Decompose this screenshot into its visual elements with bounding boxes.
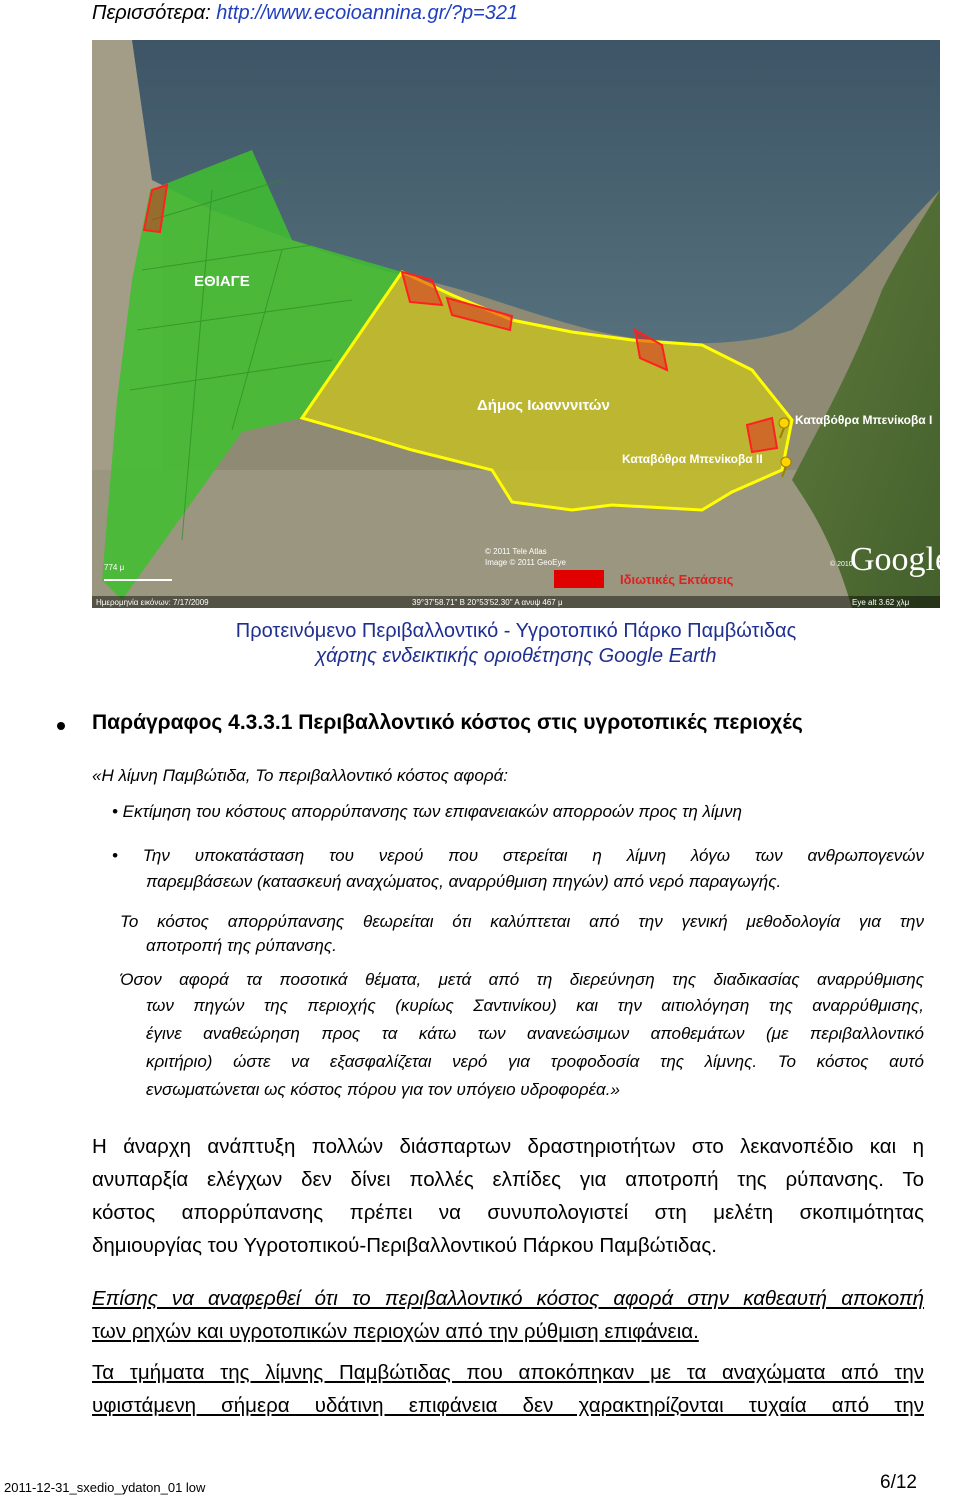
map-caption-subtitle: χάρτης ενδεικτικής οριοθέτησης Google Earth [315,645,717,667]
quant-line-5: ενσωματώνεται ως κόστος πόρου για τον υπόγειο υδροφορέα.» [146,1080,620,1099]
status-date: Ημερομηνία εικόνων: 7/17/2009 [96,598,209,607]
footer-filename: 2011-12-31_sxedio_ydaton_01 low [4,1480,206,1495]
page-number: 6/12 [880,1472,917,1493]
eye-alt: Eye alt 3.62 χλμ [852,598,910,607]
google-year: © 2010 [830,561,853,568]
body-para3-line1: Τα τμήματα της λίμνης Παμβώτιδας που αποκόπηκαν με τα αναχώματα από την [92,1361,924,1384]
bullet-item-2-line2: παρεμβάσεων (κατασκευή αναχώματος, αναρρύθμιση πηγών) από νερό παραγωγής. [146,872,782,891]
map-caption-title: Προτεινόμενο Περιβαλλοντικό - Υγροτοπικό Πάρκο Παμβώτιδας [235,620,797,642]
map-copyright2: Image © 2011 GeoEye [485,558,566,567]
body-para2-line2: των ρηχών και υγροτοπικών περιοχών από την ρύθμιση επιφάνεια. [92,1320,699,1343]
more-label: Περισσότερα: [92,2,211,24]
map-label-dimos: Δήμος Ιωανννιτών [477,397,610,414]
more-info-line [92,2,518,25]
bullet-icon [57,722,65,730]
map-label-katavothra2: Καταβόθρα Μπενίκοβα ΙΙ [622,452,763,466]
satellite-map [92,40,951,608]
quant-line-3: έγινε αναθεώρηση προς τα κάτω των ανανεώσιμων αποθεμάτων (με περιβαλλοντικό [146,1024,924,1043]
section-heading: Παράγραφος 4.3.3.1 Περιβαλλοντικό κόστος στις υγροτοπικές περιοχές [92,711,803,734]
body-para1-line4: δημιουργίας του Υγροτοπικού-Περιβαλλοντικού Πάρκου Παμβώτιδας. [92,1234,717,1257]
map-label-katavothra1: Καταβόθρα Μπενίκοβα Ι [795,413,933,427]
cost-text-line2: αποτροπή της ρύπανσης. [146,936,337,955]
quote-intro: «Η λίμνη Παμβώτιδα, Το περιβαλλοντικό κόστος αφορά: [92,766,509,785]
cost-text-line1: Το κόστος απορρύπανσης θεωρείται ότι καλύπτεται από την γενική μεθοδολογία για την [120,912,924,931]
bullet-item-1: • Εκτίμηση του κόστους απορρύπανσης των επιφανειακών απορροών προς τη λίμνη [112,802,742,821]
legend-swatch [554,570,604,588]
map-label-private: Ιδιωτικές Εκτάσεις [620,572,734,587]
google-logo: Google [850,541,951,578]
quant-line-4: κριτήριο) ώστε να εξασφαλίζεται νερό για τροφοδοσία της λίμνης. Το κόστος αυτό [146,1052,924,1071]
bullet-item-2-line1: • Την υποκατάσταση του νερού που στερείται η λίμνη λόγω των ανθρωπογενών [112,846,924,865]
scale-label: 774 μ [104,563,125,572]
more-info-link[interactable]: http://www.ecoioannina.gr/?p=321 [216,2,519,24]
map-copyright1: © 2011 Tele Atlas [485,547,547,556]
body-para1-line3: κόστος απορρύπανσης πρέπει να συνυπολογιστεί στη μελέτη σκοπιμότητας [92,1201,924,1224]
map-label-ethiage: ΕΘΙΑΓΕ [194,273,250,290]
body-para3-line2: υφιστάμενη σήμερα υδάτινη επιφάνεια δεν χαρακτηρίζονται τυχαία από την [92,1394,924,1417]
quant-line-1: Όσον αφορά τα ποσοτικά θέματα, μετά από τη διερεύνηση της διαδικασίας αναρρύθμισης [120,970,924,989]
quant-line-2: των πηγών της περιοχής (κυρίως Σαντινίκου) και την αιτιολόγηση της αναρρύθμισης, [146,996,924,1015]
body-para1-line1: Η άναρχη ανάπτυξη πολλών διάσπαρτων δραστηριοτήτων στο λεκανοπέδιο και η [92,1135,924,1158]
body-para2-line1: Επίσης να αναφερθεί ότι το περιβαλλοντικό κόστος αφορά στην καθεαυτή αποκοπή [92,1287,924,1310]
body-para1-line2: ανυπαρξία ελέγχων δεν δίνει πολλές ελπίδες για αποτροπή της ρύπανσης. Το [92,1168,924,1191]
status-coords: 39°37'58.71" Β 20°53'52.30" Α ανυψ 467 μ [412,598,563,607]
